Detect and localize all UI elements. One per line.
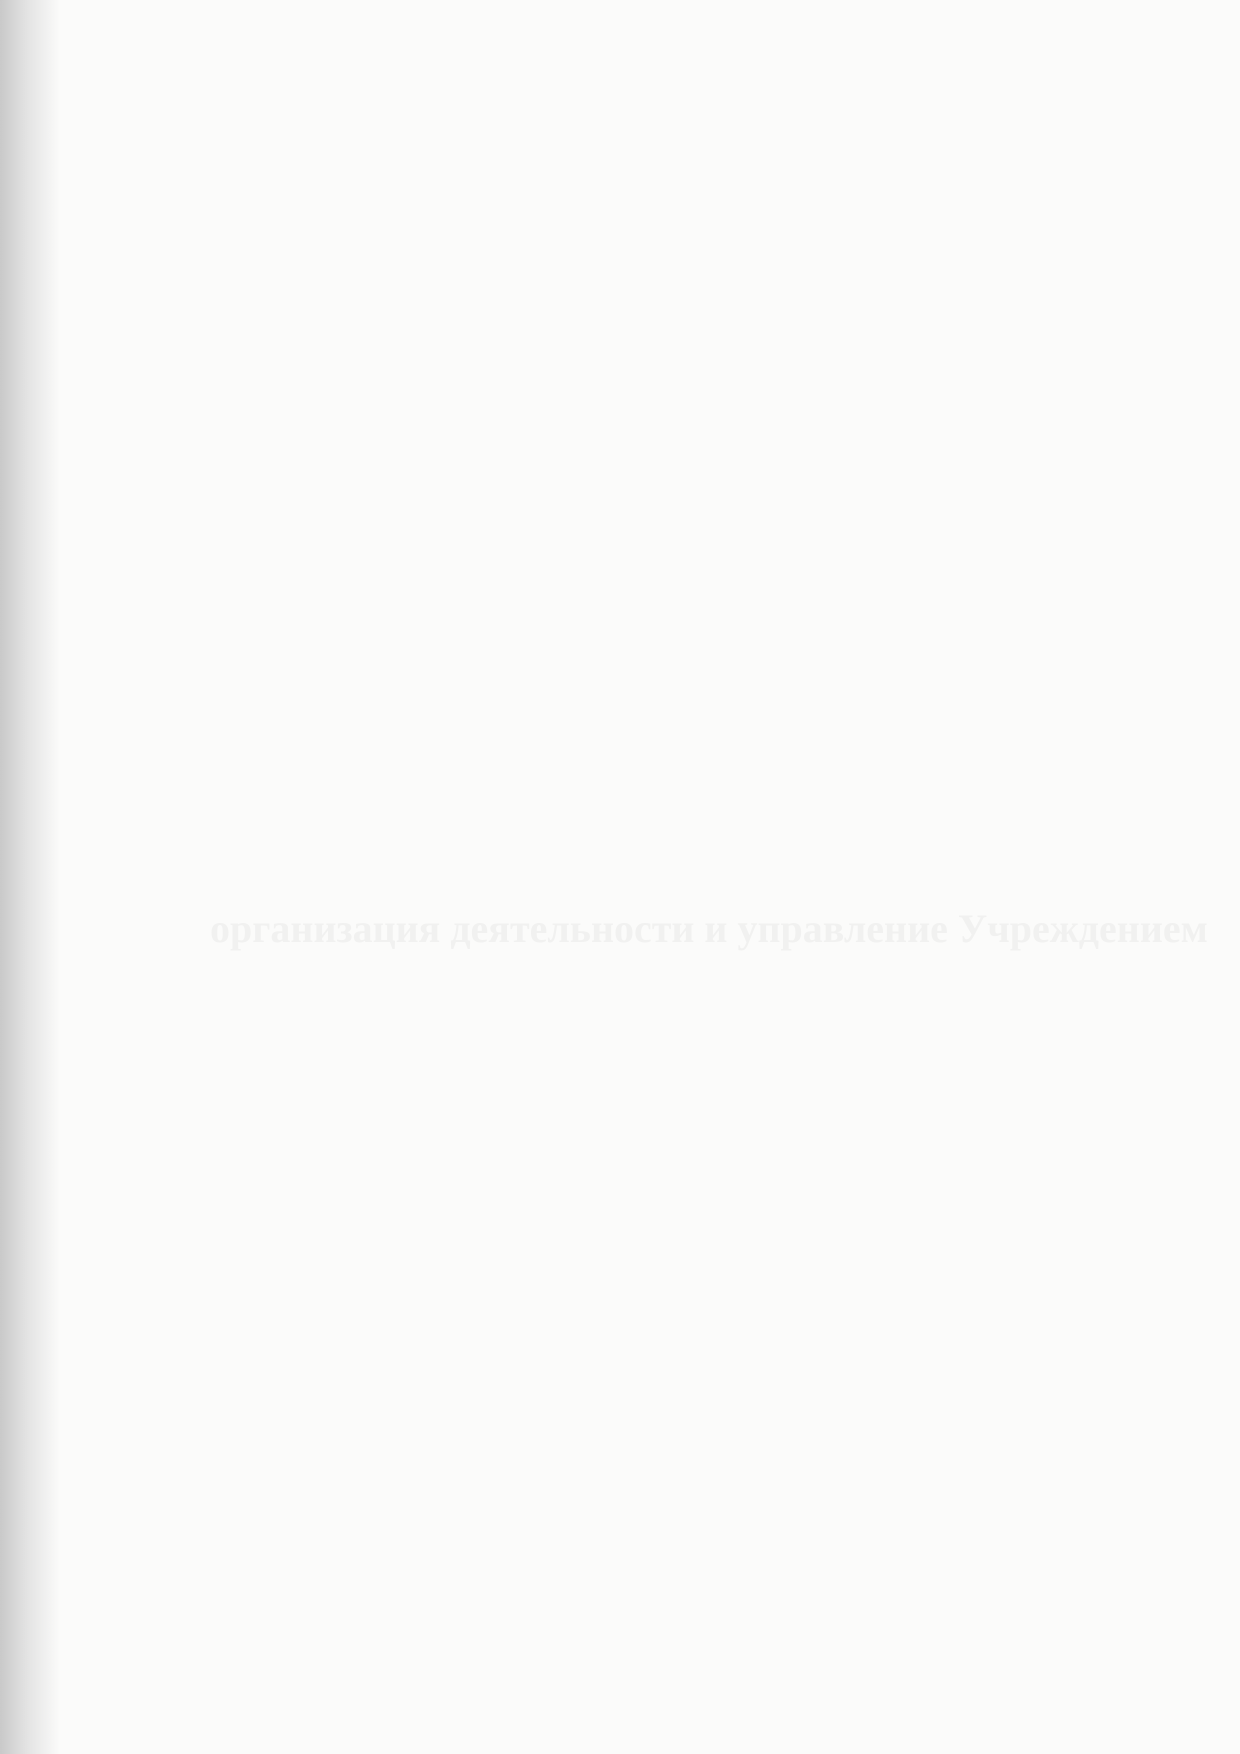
scan-edge-shadow (0, 0, 60, 1754)
item-17 (160, 117, 1172, 149)
bleed-through-text: организация деятельности и управление Учреждением (210, 906, 1208, 951)
document-body (160, 117, 1172, 275)
section-heading (160, 177, 1172, 217)
item-21 (160, 243, 1172, 275)
